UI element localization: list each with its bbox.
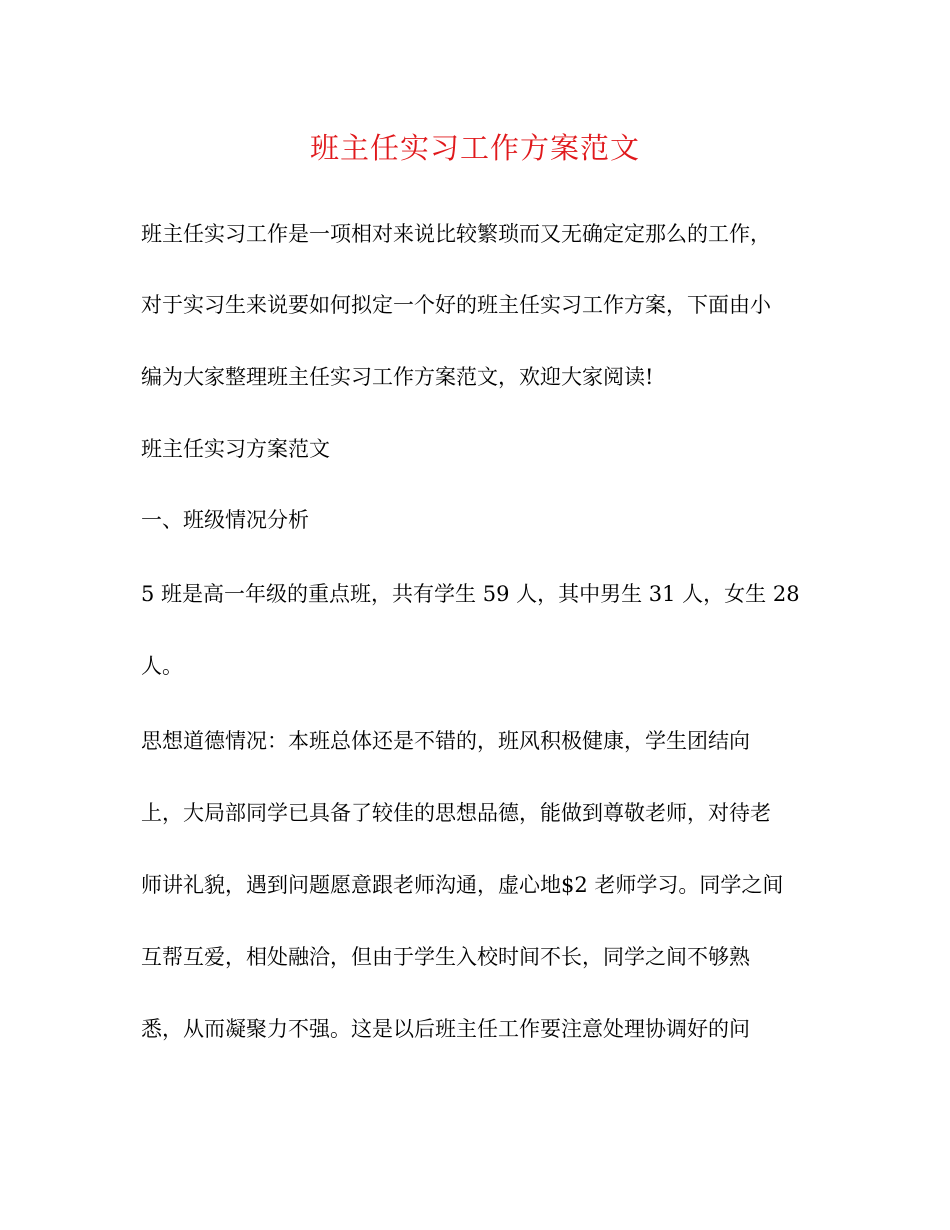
paragraph-line: 上，大局部同学已具备了较佳的思想品德，能做到尊敬老师，对待老 bbox=[141, 801, 771, 825]
paragraph-line: 悉，从而凝聚力不强。这是以后班主任工作要注意处理协调好的问 bbox=[141, 1017, 750, 1041]
paragraph-line: 班主任实习工作是一项相对来说比较繁琐而又无确定定那么的工作， bbox=[141, 222, 771, 246]
paragraph-line: 编为大家整理班主任实习工作方案范文，欢迎大家阅读! bbox=[141, 365, 654, 389]
paragraph-line: 5 班是高一年级的重点班，共有学生 59 人，其中男生 31 人，女生 28 bbox=[141, 582, 800, 606]
paragraph-line: 思想道德情况：本班总体还是不错的，班风积极健康，学生团结向 bbox=[141, 729, 750, 753]
document-title: 班主任实习工作方案范文 bbox=[309, 131, 640, 165]
paragraph-line: 人。 bbox=[141, 654, 183, 678]
paragraph-line: 师讲礼貌，遇到问题愿意跟老师沟通，虚心地$2 老师学习。同学之间 bbox=[141, 873, 784, 897]
section-heading: 班主任实习方案范文 bbox=[141, 437, 330, 461]
section-heading: 一、班级情况分析 bbox=[141, 508, 309, 532]
paragraph-line: 对于实习生来说要如何拟定一个好的班主任实习工作方案，下面由小 bbox=[141, 293, 771, 317]
paragraph-line: 互帮互爱，相处融洽，但由于学生入校时间不长，同学之间不够熟 bbox=[141, 945, 750, 969]
